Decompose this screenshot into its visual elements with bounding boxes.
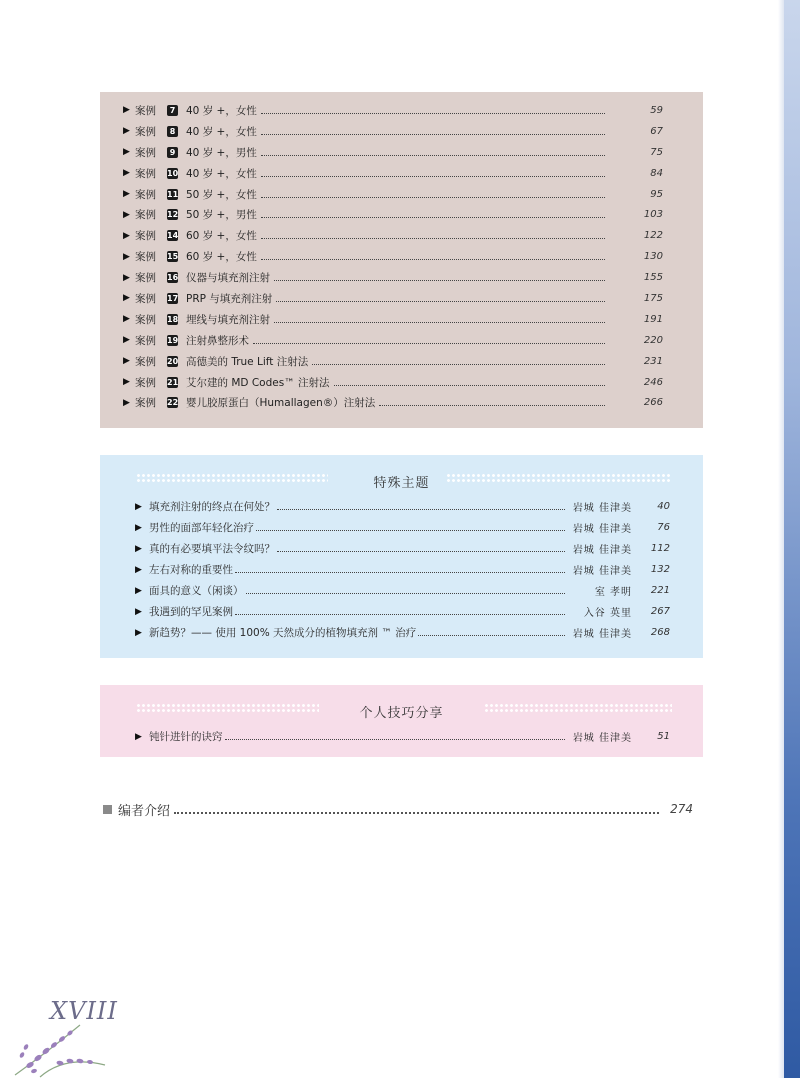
leader-dots (312, 364, 605, 365)
case-number-badge: 11 (167, 189, 179, 199)
case-entry[interactable] (123, 121, 663, 142)
case-entry[interactable] (123, 225, 663, 246)
leader-dots (261, 176, 605, 177)
special-page-number: 76 (657, 522, 670, 533)
leader-dots (276, 301, 605, 302)
case-number-badge: 19 (167, 335, 179, 345)
tips-page-number: 51 (657, 731, 670, 742)
special-entry[interactable] (135, 622, 670, 643)
leader-dots (235, 614, 565, 615)
case-entry[interactable] (123, 246, 663, 267)
triangle-right-icon: ▶ (123, 397, 130, 408)
case-entry[interactable] (123, 288, 663, 309)
triangle-right-icon: ▶ (123, 272, 130, 283)
case-entry[interactable] (123, 184, 663, 205)
case-page-number: 59 (650, 104, 663, 116)
leader-dots (256, 530, 565, 531)
special-title-text: 填充剂注射的终点在何处？ (149, 501, 275, 513)
tips-title: 个人技巧分享 (359, 706, 444, 721)
case-title: 埋线与填充剂注射 (186, 313, 270, 326)
special-author: 岩城 佳津美 (572, 545, 632, 556)
case-number-badge: 22 (167, 398, 179, 408)
special-topics-box (100, 455, 703, 658)
leader-dots (253, 343, 605, 344)
triangle-right-icon: ▶ (135, 627, 142, 638)
case-number-badge: 14 (167, 231, 179, 241)
case-label: 案例 (135, 376, 156, 389)
case-page-number: 231 (643, 355, 663, 367)
case-number-badge: 17 (167, 293, 179, 303)
editor-intro-page: 274 (670, 802, 693, 816)
case-number-badge: 20 (167, 356, 179, 366)
case-page-number: 103 (643, 209, 663, 221)
special-author: 入谷 英里 (583, 608, 632, 619)
case-page-number: 130 (643, 251, 663, 263)
special-entry[interactable] (135, 517, 670, 538)
case-page-number: 191 (643, 313, 663, 325)
case-number-badge: 21 (167, 377, 179, 387)
case-label: 案例 (135, 209, 156, 222)
case-number-badge: 10 (167, 168, 179, 178)
case-number-badge: 8 (167, 126, 178, 137)
case-list-box (100, 92, 703, 428)
case-page-number: 67 (650, 125, 663, 137)
triangle-right-icon: ▶ (135, 501, 142, 512)
special-title-text: 新趋势？—— 使用 100% 天然成分的植物填充剂 ™ 治疗 (149, 627, 417, 639)
triangle-right-icon: ▶ (123, 126, 130, 137)
leader-dots (261, 155, 605, 156)
case-label: 案例 (135, 146, 156, 159)
case-label: 案例 (135, 272, 156, 285)
tips-title-text: 钝针进针的诀窍 (149, 731, 223, 743)
case-number-badge: 7 (167, 105, 178, 116)
leader-dots (261, 197, 605, 198)
case-title: 高德美的 True Lift 注射法 (186, 355, 309, 368)
case-title: 40 岁 +，女性 (186, 167, 257, 180)
case-label: 案例 (135, 230, 156, 243)
triangle-right-icon: ▶ (123, 314, 130, 325)
triangle-right-icon: ▶ (123, 105, 130, 116)
leader-dots (261, 259, 605, 260)
special-entry[interactable] (135, 559, 670, 580)
case-title: 50 岁 +，男性 (186, 209, 257, 222)
triangle-right-icon: ▶ (123, 189, 130, 199)
case-page-number: 266 (643, 397, 663, 409)
case-entry[interactable] (123, 372, 663, 393)
case-title: 注射鼻整形术 (186, 334, 249, 347)
case-title: 50 岁 +，女性 (186, 188, 257, 201)
case-title: 60 岁 +，女性 (186, 251, 257, 264)
special-entry[interactable] (135, 538, 670, 559)
case-title: 仪器与填充剂注射 (186, 272, 270, 285)
case-entry[interactable] (123, 267, 663, 288)
leader-dots (261, 217, 605, 218)
case-label: 案例 (135, 251, 156, 264)
case-title: 40 岁 +，男性 (186, 146, 257, 159)
leader-dots (261, 134, 605, 135)
case-list (123, 100, 663, 413)
case-title: 60 岁 +，女性 (186, 230, 257, 243)
case-label: 案例 (135, 292, 156, 305)
leader-dots (174, 812, 659, 814)
case-label: 案例 (135, 355, 156, 368)
triangle-right-icon: ▶ (123, 356, 130, 367)
triangle-right-icon: ▶ (123, 168, 130, 179)
case-entry[interactable] (123, 309, 663, 330)
editor-intro-entry[interactable] (103, 800, 693, 818)
case-label: 案例 (135, 104, 156, 117)
case-entry[interactable] (123, 100, 663, 121)
triangle-right-icon: ▶ (135, 564, 142, 575)
special-title-text: 我遇到的罕见案例 (149, 606, 233, 618)
case-title: 艾尔建的 MD Codes™ 注射法 (186, 376, 330, 389)
case-label: 案例 (135, 334, 156, 347)
case-title: PRP 与填充剂注射 (186, 292, 273, 305)
leader-dots (225, 739, 566, 740)
case-page-number: 122 (643, 230, 663, 242)
leader-dots (277, 509, 565, 510)
triangle-right-icon: ▶ (135, 585, 142, 596)
leader-dots (261, 113, 605, 114)
tips-entry[interactable] (135, 726, 670, 747)
case-page-number: 246 (643, 376, 663, 388)
case-page-number: 175 (643, 292, 663, 304)
special-topics-title: 特殊主题 (373, 476, 430, 491)
edge-stripe (784, 0, 800, 1078)
triangle-right-icon: ▶ (123, 147, 130, 158)
leader-dots (274, 322, 605, 323)
case-title: 婴儿胶原蛋白（Humallagen®）注射法 (186, 397, 376, 410)
leader-dots (235, 572, 565, 573)
tips-list (135, 726, 670, 747)
case-label: 案例 (135, 125, 156, 138)
special-title-text: 左右对称的重要性 (149, 564, 233, 576)
leader-dots (418, 635, 565, 636)
special-title-text: 面具的意义（闲谈） (149, 585, 244, 597)
case-label: 案例 (135, 188, 156, 201)
case-entry[interactable] (123, 392, 663, 413)
case-number-badge: 15 (167, 252, 179, 262)
case-page-number: 75 (650, 146, 663, 158)
case-page-number: 220 (643, 334, 663, 346)
case-entry[interactable] (123, 163, 663, 184)
triangle-right-icon: ▶ (123, 293, 130, 304)
case-entry[interactable] (123, 142, 663, 163)
special-author: 室 孝明 (594, 587, 632, 598)
case-label: 案例 (135, 313, 156, 326)
special-author: 岩城 佳津美 (572, 629, 632, 640)
triangle-right-icon: ▶ (123, 230, 130, 241)
special-page-number: 221 (650, 585, 670, 596)
case-entry[interactable] (123, 330, 663, 351)
triangle-right-icon: ▶ (135, 522, 142, 533)
leader-dots (334, 385, 605, 386)
case-entry[interactable] (123, 204, 663, 225)
leader-dots (246, 593, 566, 594)
triangle-right-icon: ▶ (123, 377, 130, 388)
case-title: 40 岁 +，女性 (186, 125, 257, 138)
leader-dots (277, 551, 565, 552)
leader-dots (379, 405, 605, 406)
tips-author: 岩城 佳津美 (572, 733, 632, 744)
case-page-number: 155 (643, 272, 663, 284)
case-label: 案例 (135, 397, 156, 410)
page-number: XVIII (50, 997, 118, 1025)
triangle-right-icon: ▶ (135, 543, 142, 554)
special-author: 岩城 佳津美 (572, 524, 632, 535)
tips-box (100, 685, 703, 757)
special-author: 岩城 佳津美 (572, 566, 632, 577)
case-title: 40 岁 +，女性 (186, 104, 257, 117)
case-number-badge: 12 (167, 210, 179, 220)
triangle-right-icon: ▶ (123, 251, 130, 262)
leader-dots (261, 238, 605, 239)
case-number-badge: 18 (167, 314, 179, 324)
special-entry[interactable] (135, 496, 670, 517)
special-page-number: 267 (650, 606, 670, 617)
special-entry[interactable] (135, 601, 670, 622)
triangle-right-icon: ▶ (123, 335, 130, 346)
case-page-number: 84 (650, 167, 663, 179)
case-number-badge: 16 (167, 273, 179, 283)
special-topics-list (135, 496, 670, 643)
special-page-number: 268 (650, 627, 670, 638)
special-entry[interactable] (135, 580, 670, 601)
special-page-number: 40 (657, 501, 670, 512)
case-number-badge: 9 (167, 147, 178, 158)
triangle-right-icon: ▶ (135, 731, 142, 742)
case-page-number: 95 (650, 188, 663, 200)
special-title-text: 男性的面部年轻化治疗 (149, 522, 254, 534)
square-icon (103, 805, 112, 814)
leader-dots (274, 280, 605, 281)
special-page-number: 112 (650, 543, 670, 554)
triangle-right-icon: ▶ (123, 209, 130, 220)
special-title-text: 真的有必要填平法令纹吗？ (149, 543, 275, 555)
case-entry[interactable] (123, 351, 663, 372)
triangle-right-icon: ▶ (135, 606, 142, 617)
special-author: 岩城 佳津美 (572, 503, 632, 514)
case-label: 案例 (135, 167, 156, 180)
special-page-number: 132 (650, 564, 670, 575)
editor-intro-title: 编者介绍 (118, 803, 171, 819)
